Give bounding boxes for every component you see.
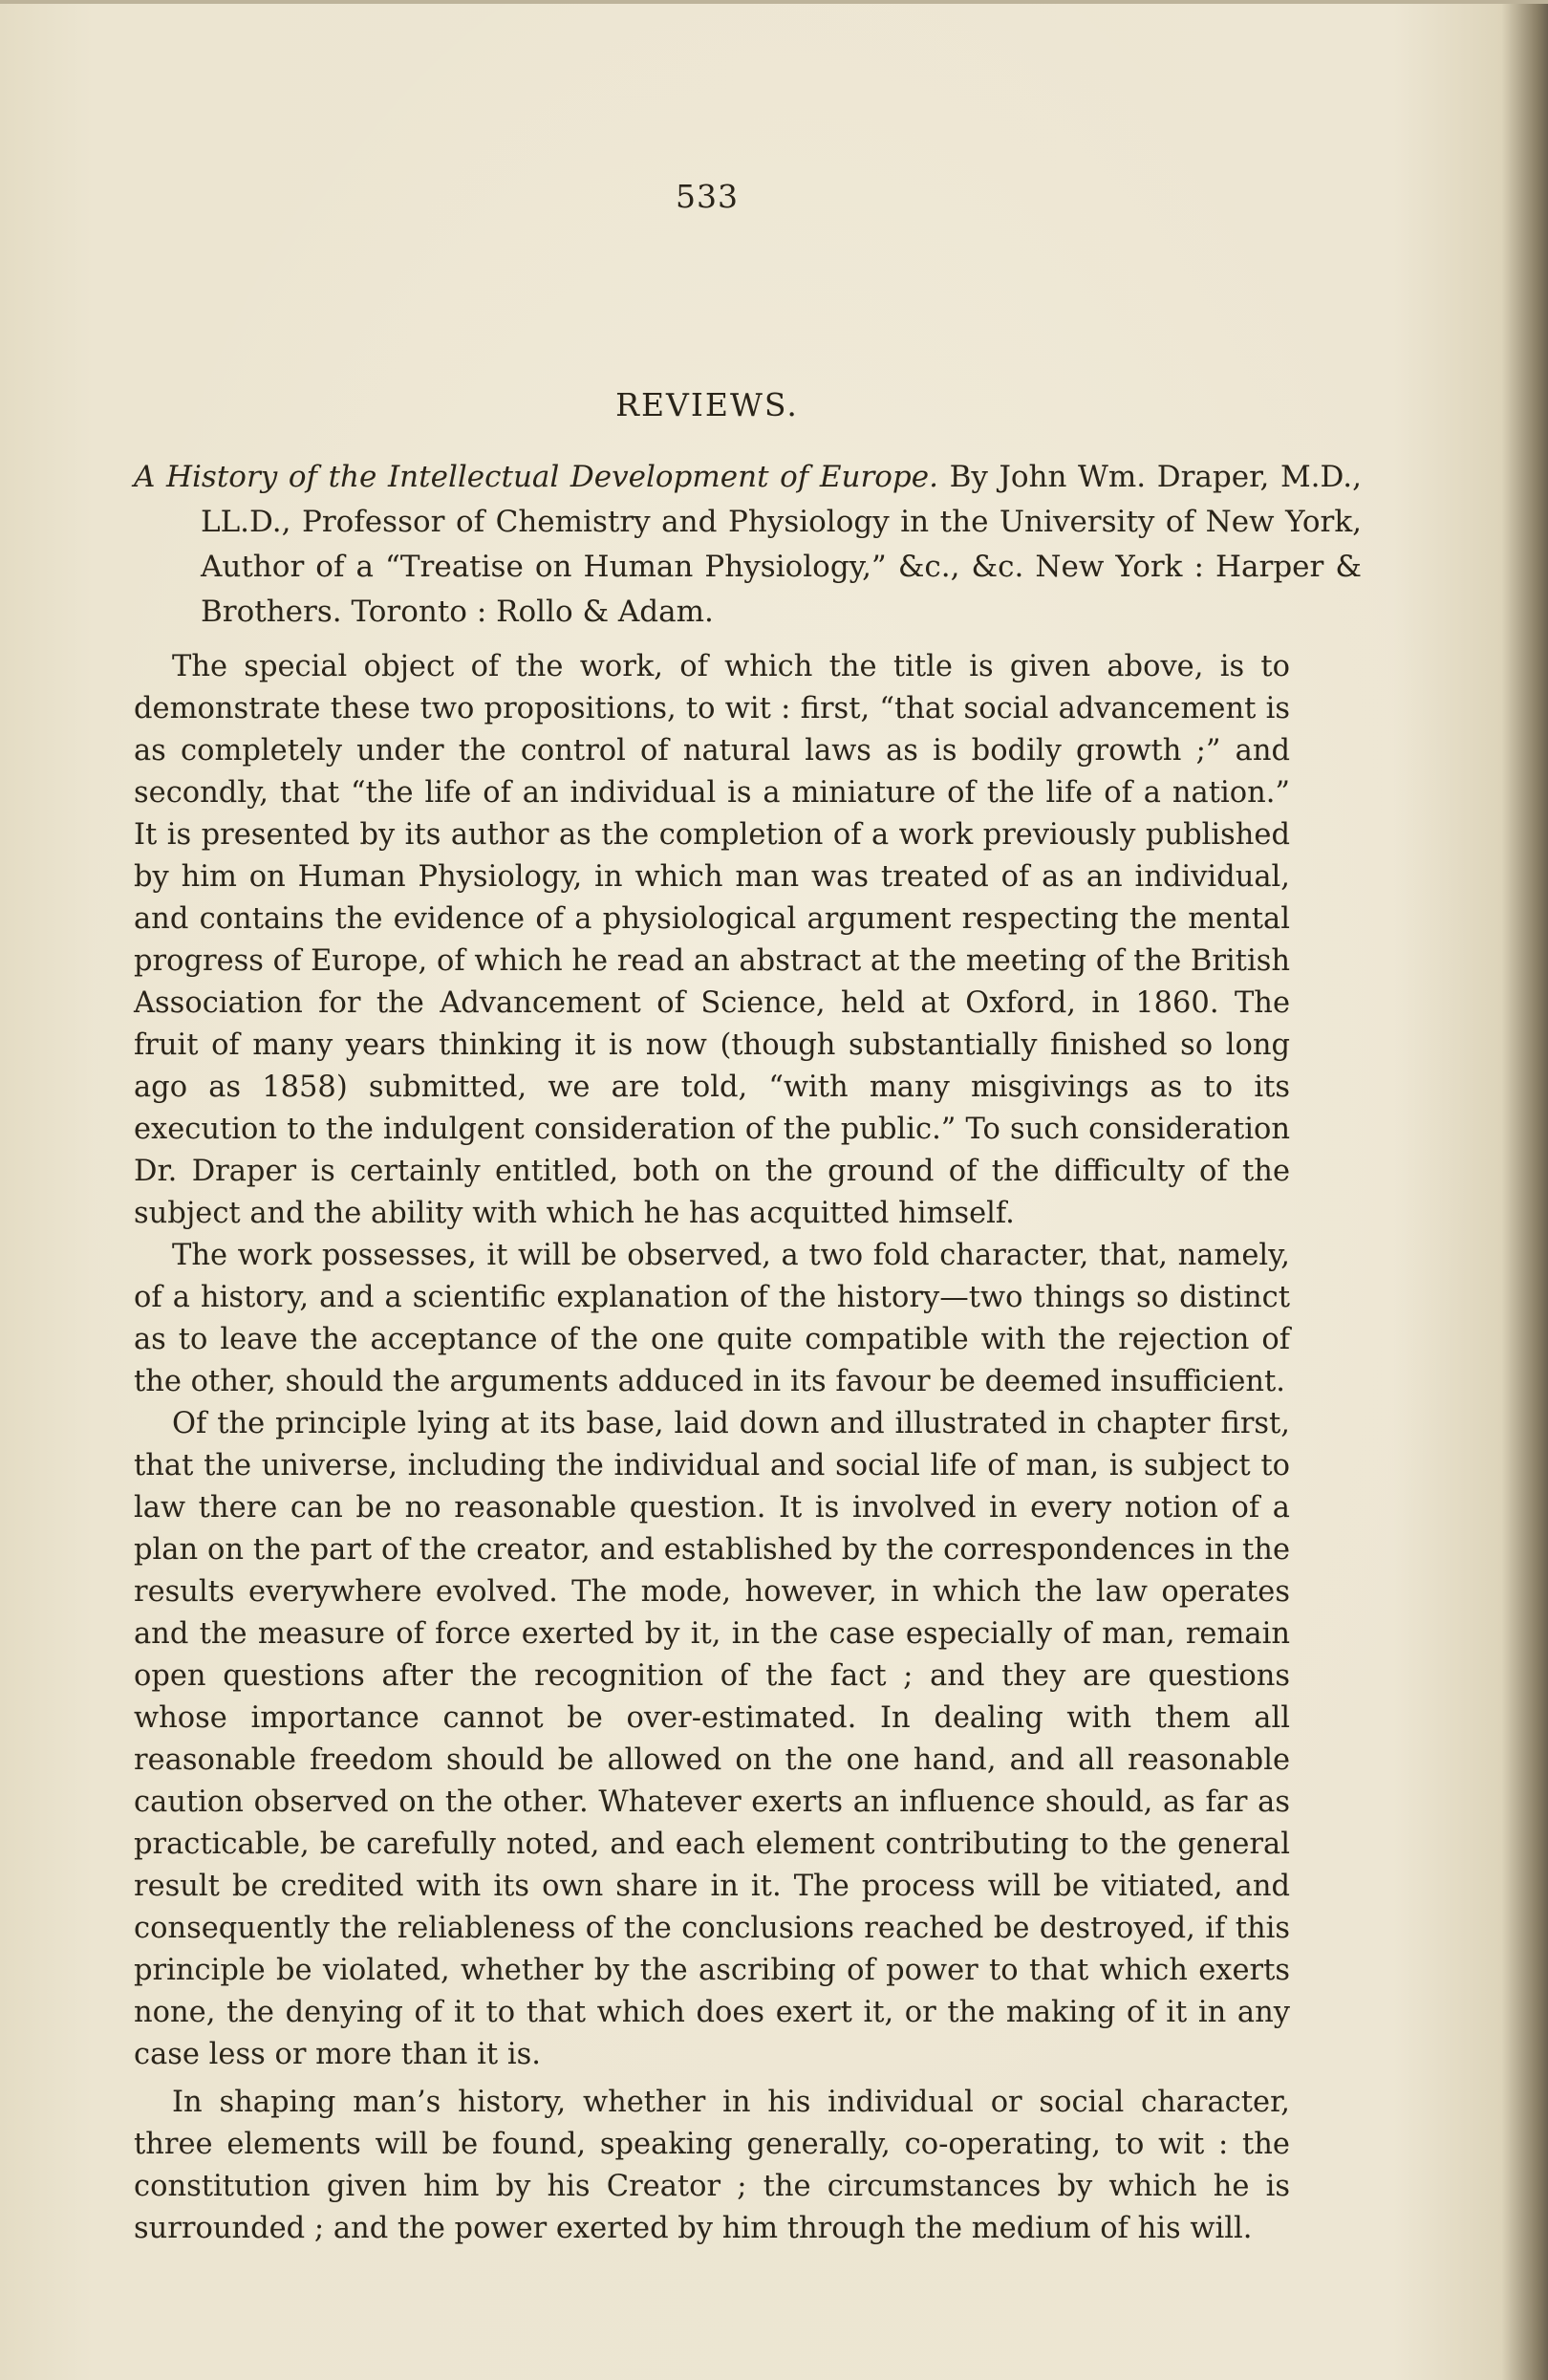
book-citation-details: By John Wm. Draper, M.D., LL.D., Professor of Chemistry and Physiology in the University of New York, Author of a “Treatise on Human Physiology,” &c., &c. New York : Harper & Brothers. Toronto : Rollo & Adam. (201, 460, 1362, 629)
page-top-edge (0, 0, 1548, 4)
paragraph: The special object of the work, of which the title is given above, is to demonstrate these two propositions, to wit : first, “that social advancement is as completely under the control of natural laws as is bodily growth ;” and secondly, that “the life of an individual is a miniature of the life of a nation.” It is presented by its author as the completion of a work previously published by him on Human Physiology, in which man was treated of as an individual, and contains the evidence of a physiological argument respecting the mental progress of Europe, of which he read an abstract at the meeting of the British Association for the Advancement of Science, held at Oxford, in 1860. The fruit of many years thinking it is now (though substantially finished so long ago as 1858) submitted, we are told, “with many misgivings as to its execution to the indulgent consideration of the public.” To such consideration Dr. Draper is certainly entitled, both on the ground of the difficulty of the subject and the ability with which he has acquitted himself. (134, 650, 1290, 1230)
paragraph: Of the principle lying at its base, laid down and illustrated in chapter first, that the universe, including the individual and social life of man, is subject to law there can be no reasonable question. It is involved in every notion of a plan on the part of the creator, and established by the correspondences in the results everywhere evolved. The mode, however, in which the law operates and the measure of force exerted by it, in the case especially of man, remain open questions after the recognition of the fact ; and they are questions whose importance cannot be over-estimated. In dealing with them all reasonable freedom should be allowed on the one hand, and all reasonable caution observed on the other. Whatever exerts an influence should, as far as practicable, be carefully noted, and each element contributing to the general result be credited with its own share in it. The process will be vitiated, and consequently the reliableness of the conclusions reached be destroyed, if this principle be violated, whether by the ascribing of power to that which exerts none, the denying of it to that which does exert it, or the making of it in any case less or more than it is. (134, 1407, 1290, 2071)
paragraph: In shaping man’s history, whether in his individual or social character, three elements will be found, speaking generally, co-operating, to wit : the constitution given him by his Creator ; the circumstances by which he is surrounded ; and the power exerted by him through the medium of his will. (134, 2086, 1290, 2245)
review-body (134, 646, 1290, 2250)
book-citation (134, 455, 1362, 635)
paragraph: The work possesses, it will be observed, a two fold character, that, namely, of a history, and a scientific explanation of the history—two things so distinct as to leave the acceptance of the one quite compatible with the rejection of the other, should the arguments adduced in its favour be deemed insufficient. (134, 1239, 1290, 1398)
page-number: 533 (676, 178, 739, 215)
section-heading: REVIEWS. (615, 386, 799, 423)
book-title: A History of the Intellectual Development of Europe. (134, 460, 938, 494)
